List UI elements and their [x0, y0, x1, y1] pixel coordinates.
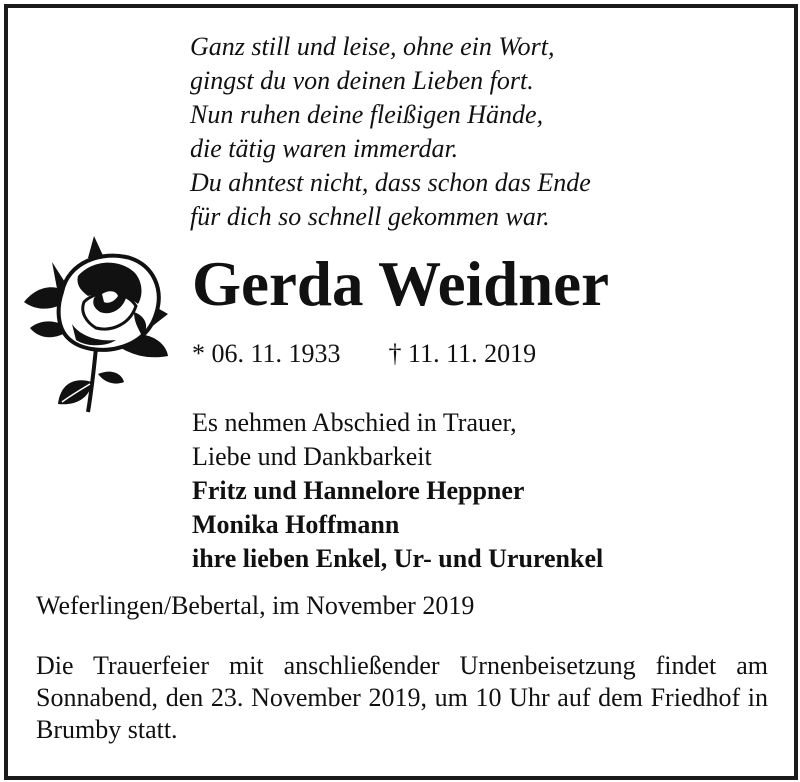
life-dates [192, 338, 536, 370]
mourners-block [192, 406, 603, 576]
poem-line: Ganz still und leise, ohne ein Wort, [190, 32, 555, 61]
poem [190, 30, 591, 234]
rose-icon [22, 232, 172, 417]
death-date: † 11. 11. 2019 [388, 339, 537, 368]
mourner-name: Monika Hoffmann [192, 510, 400, 539]
mourners-intro-line: Liebe und Dankbarkeit [192, 442, 432, 471]
funeral-info: Die Trauerfeier mit anschließender Urnenbeisetzung findet am Sonnabend, den 23. November 2019, um 10 Uhr auf dem Friedhof in Brumby statt. [36, 651, 768, 744]
poem-line: Nun ruhen deine fleißigen Hände, [190, 100, 544, 129]
birth-date: * 06. 11. 1933 [192, 339, 341, 368]
poem-line: für dich so schnell gekommen war. [190, 202, 550, 231]
poem-line: gingst du von deinen Lieben fort. [190, 66, 534, 95]
mourner-name: ihre lieben Enkel, Ur- und Ururenkel [192, 544, 604, 573]
place-date: Weferlingen/Bebertal, im November 2019 [36, 591, 475, 620]
poem-line: Du ahntest nicht, dass schon das Ende [190, 168, 591, 197]
deceased-name: Gerda Weidner [192, 249, 610, 319]
mourners-intro-line: Es nehmen Abschied in Trauer, [192, 408, 517, 437]
mourner-name: Fritz und Hannelore Heppner [192, 476, 525, 505]
poem-line: die tätig waren immerdar. [190, 134, 459, 163]
